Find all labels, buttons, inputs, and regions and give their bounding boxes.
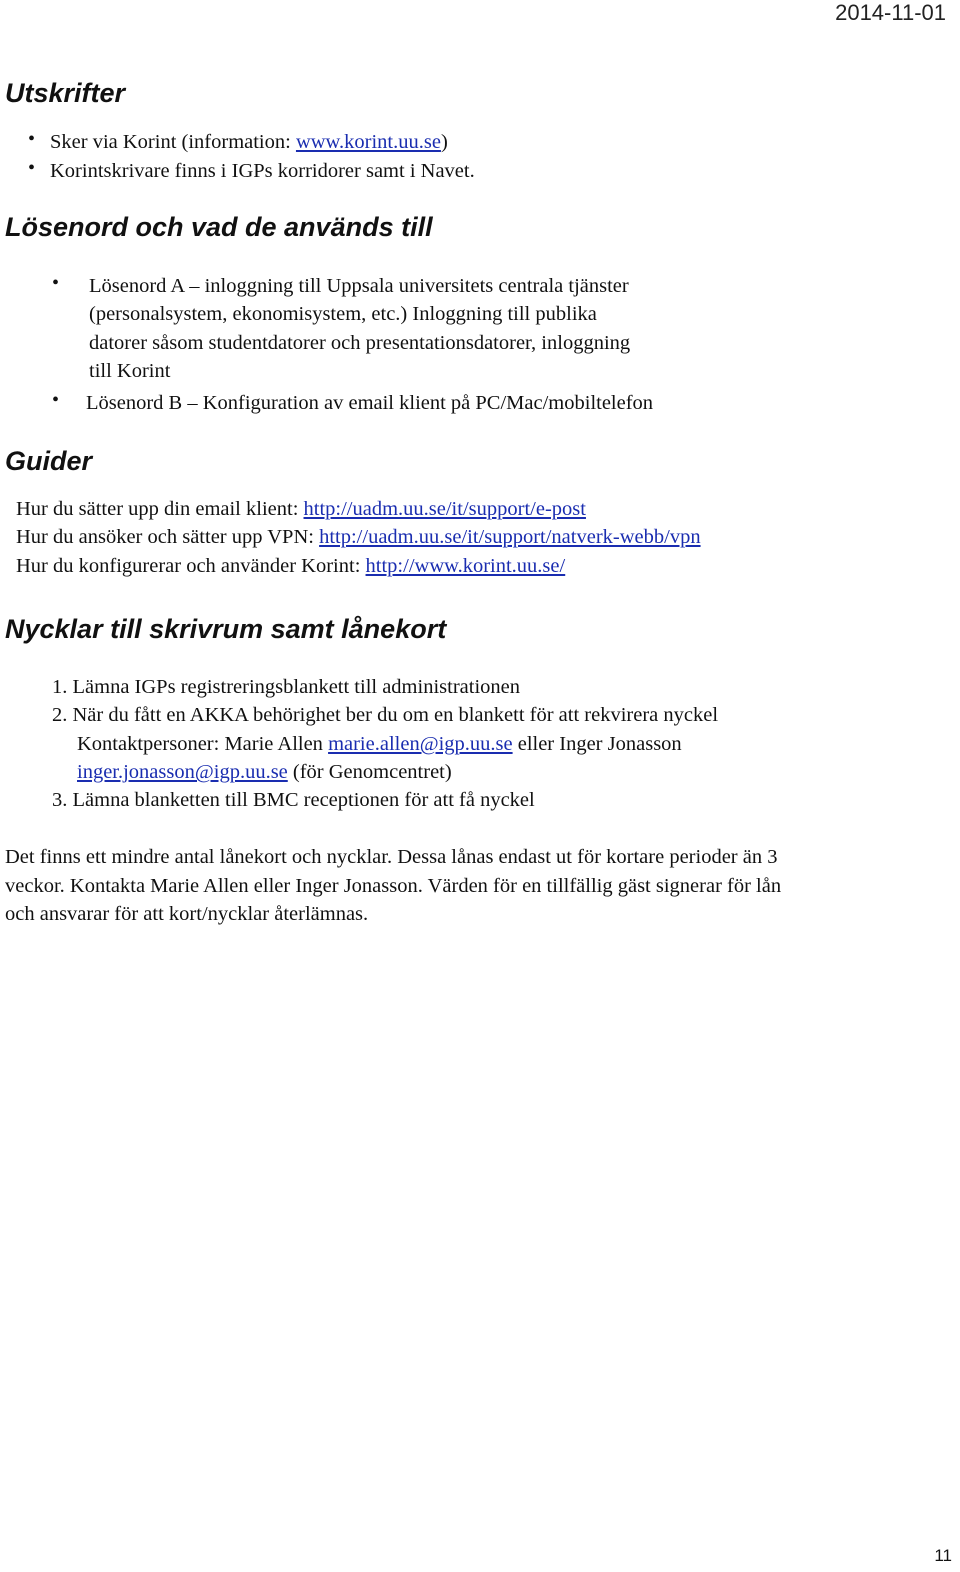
guide-line-vpn <box>16 523 701 551</box>
section-title-losenord: Lösenord och vad de används till <box>5 212 433 242</box>
list-item-cont: (personalsystem, ekonomisystem, etc.) Inloggning till publika <box>89 303 597 325</box>
list-item <box>50 128 448 156</box>
paragraph-line: och ansvarar för att kort/nycklar återlämnas. <box>5 903 369 925</box>
bullet-icon: • <box>52 389 60 411</box>
marie-email-link[interactable]: marie.allen@igp.uu.se <box>328 733 513 755</box>
guide-line-email <box>16 495 586 523</box>
contact-text: eller Inger Jonasson <box>512 733 682 755</box>
contact-text: (för Genomcentret) <box>287 761 452 783</box>
email-guide-link[interactable]: http://uadm.uu.se/it/support/e-post <box>303 498 586 520</box>
paragraph-line: Det finns ett mindre antal lånekort och nycklar. Dessa lånas endast ut för kortare perioder än 3 <box>5 846 778 868</box>
bullet-icon: • <box>28 157 36 179</box>
section-title-utskrifter: Utskrifter <box>5 78 126 108</box>
numbered-item: 2. När du fått en AKKA behörighet ber du om en blankett för att rekvirera nyckel <box>52 704 719 726</box>
page-number: 11 <box>934 1546 952 1565</box>
list-item: Lösenord A – inloggning till Uppsala universitets centrala tjänster <box>89 275 629 297</box>
section-title-nycklar: Nycklar till skrivrum samt lånekort <box>5 614 447 644</box>
numbered-item: 3. Lämna blanketten till BMC receptionen för att få nyckel <box>52 789 535 811</box>
list-item-cont: till Korint <box>89 360 171 382</box>
list-item: Lösenord B – Konfiguration av email klient på PC/Mac/mobiltelefon <box>86 392 654 414</box>
contact-line <box>77 730 682 758</box>
section-title-guider: Guider <box>5 446 93 476</box>
korint-link[interactable]: www.korint.uu.se <box>295 131 441 153</box>
korint-guide-link[interactable]: http://www.korint.uu.se/ <box>365 555 566 577</box>
contact-text: Kontaktpersoner: Marie Allen <box>77 733 329 755</box>
list-item-cont: datorer såsom studentdatorer och presentationsdatorer, inloggning <box>89 332 631 354</box>
list-item: Korintskrivare finns i IGPs korridorer samt i Navet. <box>50 160 475 182</box>
bullet-icon: • <box>52 272 60 294</box>
vpn-guide-link[interactable]: http://uadm.uu.se/it/support/natverk-webb/vpn <box>319 526 701 548</box>
guide-text: Hur du konfigurerar och använder Korint: <box>16 555 366 577</box>
list-item-text: Sker via Korint (information: <box>50 131 296 153</box>
guide-text: Hur du ansöker och sätter upp VPN: <box>16 526 320 548</box>
bullet-icon: • <box>28 128 36 150</box>
guide-text: Hur du sätter upp din email klient: <box>16 498 304 520</box>
numbered-item: 1. Lämna IGPs registreringsblankett till administrationen <box>52 676 520 698</box>
list-item-text: ) <box>440 131 448 153</box>
header-date: 2014-11-01 <box>835 0 946 25</box>
paragraph-line: veckor. Kontakta Marie Allen eller Inger Jonasson. Värden för en tillfällig gäst signerar för lån <box>5 875 782 897</box>
contact-line <box>52 758 452 786</box>
inger-email-link[interactable]: inger.jonasson@igp.uu.se <box>77 761 288 783</box>
guide-line-korint <box>16 552 565 580</box>
